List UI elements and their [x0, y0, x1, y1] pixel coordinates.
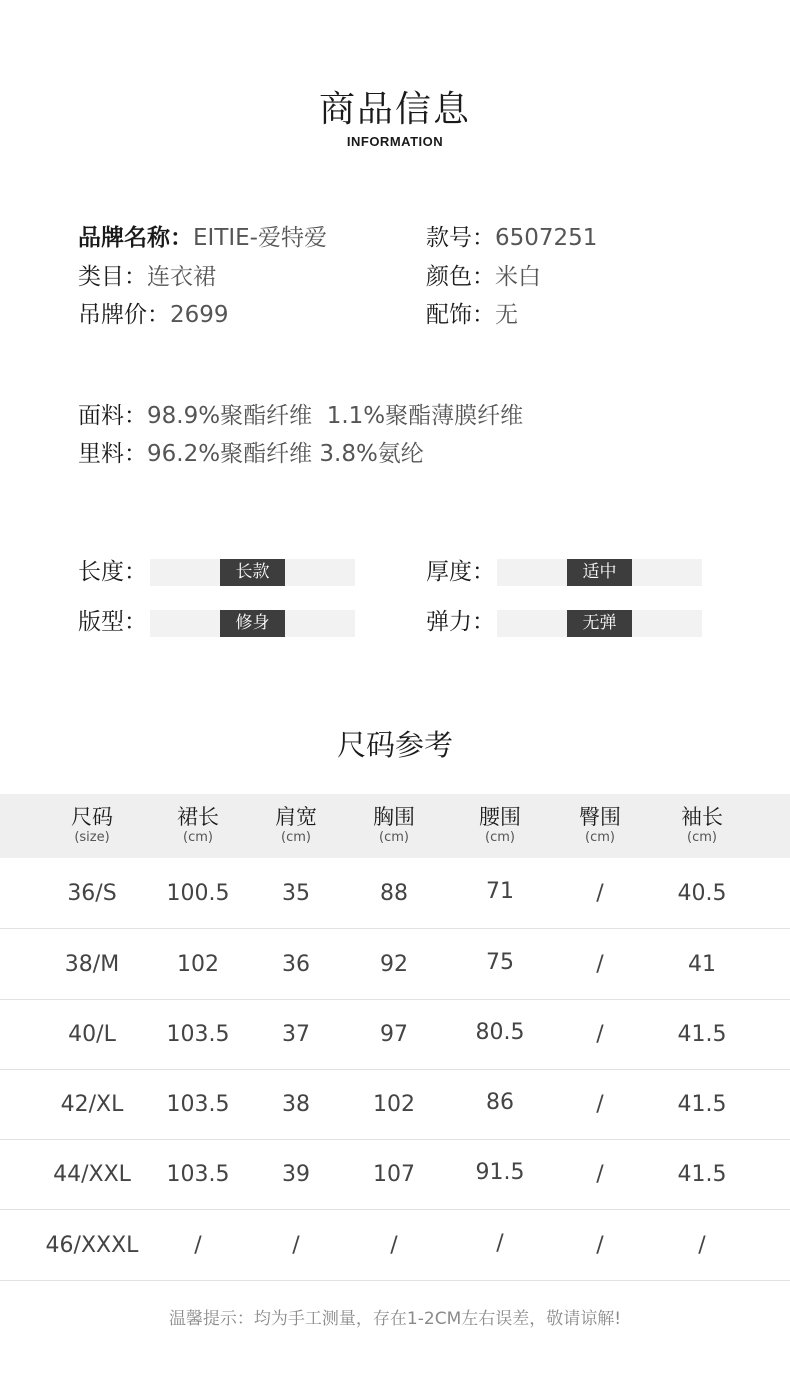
style-row [426, 223, 597, 253]
cell-dress-length: 103.5 [166, 1022, 230, 1047]
header-sleeve-unit: (cm) [687, 830, 717, 845]
cell-waist: 86 [486, 1090, 514, 1115]
elasticity-label: 弹力： [426, 609, 495, 635]
cell-dress-length: 100.5 [166, 881, 230, 906]
cell-size: 36/S [67, 881, 117, 906]
cell-bust: 97 [380, 1022, 408, 1047]
fit-label: 版型： [78, 609, 147, 635]
cell-sleeve: 40.5 [677, 881, 727, 906]
fabric-value: 98.9%聚酯纤维 1.1%聚酯薄膜纤维 [147, 403, 524, 429]
cell-bust: 92 [380, 952, 408, 977]
header-shoulder-label: 肩宽 [275, 805, 317, 829]
cell-dress-length: 103.5 [166, 1092, 230, 1117]
length-scale [150, 559, 355, 586]
color-label: 颜色： [426, 264, 495, 290]
header-bust [339, 804, 449, 846]
measurement-note: 温馨提示：均为手工测量，存在1-2CM左右误差，敬请谅解! [168, 1309, 622, 1329]
color-row [426, 262, 541, 292]
elasticity-scale [497, 610, 702, 637]
size-table-header [0, 794, 790, 858]
cell-hip: / [596, 1162, 604, 1187]
cell-bust: 107 [373, 1162, 415, 1187]
elasticity-chip: 无弹 [567, 610, 632, 637]
page-title: 商品信息 [318, 89, 471, 130]
lining-value: 96.2%聚酯纤维 3.8%氨纶 [147, 441, 424, 467]
cell-dress-length: 103.5 [166, 1162, 230, 1187]
accessory-value: 无 [495, 302, 518, 328]
header-hip-unit: (cm) [585, 830, 615, 845]
cell-size: 42/XL [60, 1092, 124, 1117]
table-row [0, 999, 790, 1070]
cell-hip: / [596, 952, 604, 977]
fit-chip: 修身 [220, 610, 285, 637]
accessory-label: 配饰： [426, 302, 495, 328]
header-waist-label: 腰围 [479, 805, 521, 829]
header-bust-unit: (cm) [379, 830, 409, 845]
header-hip-label: 臀围 [579, 805, 621, 829]
header-size [37, 804, 147, 846]
table-row [0, 1069, 790, 1140]
cell-hip: / [596, 881, 604, 906]
cell-shoulder: 36 [282, 952, 310, 977]
header-shoulder-unit: (cm) [281, 830, 311, 845]
thickness-label: 厚度： [426, 559, 495, 585]
cell-dress-length: / [194, 1233, 202, 1258]
size-chart-title: 尺码参考 [336, 728, 453, 762]
category-label: 类目： [78, 264, 147, 290]
header-sleeve-label: 袖长 [681, 805, 723, 829]
cell-shoulder: 39 [282, 1162, 310, 1187]
style-label: 款号： [426, 225, 495, 251]
cell-bust: 88 [380, 881, 408, 906]
cell-waist: 91.5 [475, 1160, 525, 1185]
price-value: 2699 [170, 302, 229, 328]
table-row [0, 929, 790, 1000]
length-chip: 长款 [220, 559, 285, 586]
category-row [78, 262, 216, 292]
cell-bust: 102 [373, 1092, 415, 1117]
page-subtitle: INFORMATION [346, 134, 444, 149]
color-value: 米白 [495, 264, 541, 290]
header-bust-label: 胸围 [373, 805, 415, 829]
header-size-label: 尺码 [71, 805, 113, 829]
category-value: 连衣裙 [147, 264, 216, 290]
thickness-chip: 适中 [567, 559, 632, 586]
brand-row [78, 223, 327, 253]
thickness-scale [497, 559, 702, 586]
table-row [0, 1139, 790, 1210]
cell-shoulder: 37 [282, 1022, 310, 1047]
cell-sleeve: / [698, 1233, 706, 1258]
header-waist-unit: (cm) [485, 830, 515, 845]
cell-shoulder: 38 [282, 1092, 310, 1117]
section-header-info [0, 88, 790, 150]
style-value: 6507251 [495, 225, 598, 251]
header-dress-length-unit: (cm) [183, 830, 213, 845]
brand-value: EITIE-爱特爱 [193, 225, 327, 251]
cell-sleeve: 41.5 [677, 1162, 727, 1187]
cell-hip: / [596, 1233, 604, 1258]
cell-waist: 80.5 [475, 1020, 525, 1045]
fabric-row [78, 401, 523, 431]
length-label: 长度： [78, 559, 147, 585]
accessory-row [426, 300, 518, 330]
cell-bust: / [390, 1233, 398, 1258]
cell-size: 38/M [64, 952, 120, 977]
cell-size: 46/XXXL [45, 1233, 139, 1258]
header-size-unit: (size) [74, 830, 110, 845]
cell-shoulder: / [292, 1233, 300, 1258]
fit-scale [150, 610, 355, 637]
cell-size: 44/XXL [53, 1162, 131, 1187]
table-row [0, 858, 790, 929]
cell-hip: / [596, 1092, 604, 1117]
header-hip [545, 804, 655, 846]
cell-dress-length: 102 [177, 952, 219, 977]
table-row [0, 1210, 790, 1281]
price-row [78, 300, 229, 330]
fabric-label: 面料： [78, 403, 147, 429]
header-dress-length-label: 裙长 [177, 805, 219, 829]
lining-row [78, 439, 424, 469]
header-sleeve [647, 804, 757, 846]
cell-waist: 75 [486, 950, 514, 975]
cell-sleeve: 41.5 [677, 1092, 727, 1117]
cell-shoulder: 35 [282, 881, 310, 906]
cell-hip: / [596, 1022, 604, 1047]
cell-waist: / [496, 1231, 504, 1256]
cell-sleeve: 41 [688, 952, 716, 977]
cell-sleeve: 41.5 [677, 1022, 727, 1047]
lining-label: 里料： [78, 441, 147, 467]
header-shoulder [241, 804, 351, 846]
price-label: 吊牌价： [78, 302, 170, 328]
cell-size: 40/L [68, 1022, 116, 1047]
cell-waist: 71 [486, 879, 514, 904]
brand-label: 品牌名称： [78, 225, 193, 251]
header-dress-length [143, 804, 253, 846]
header-waist [445, 804, 555, 846]
